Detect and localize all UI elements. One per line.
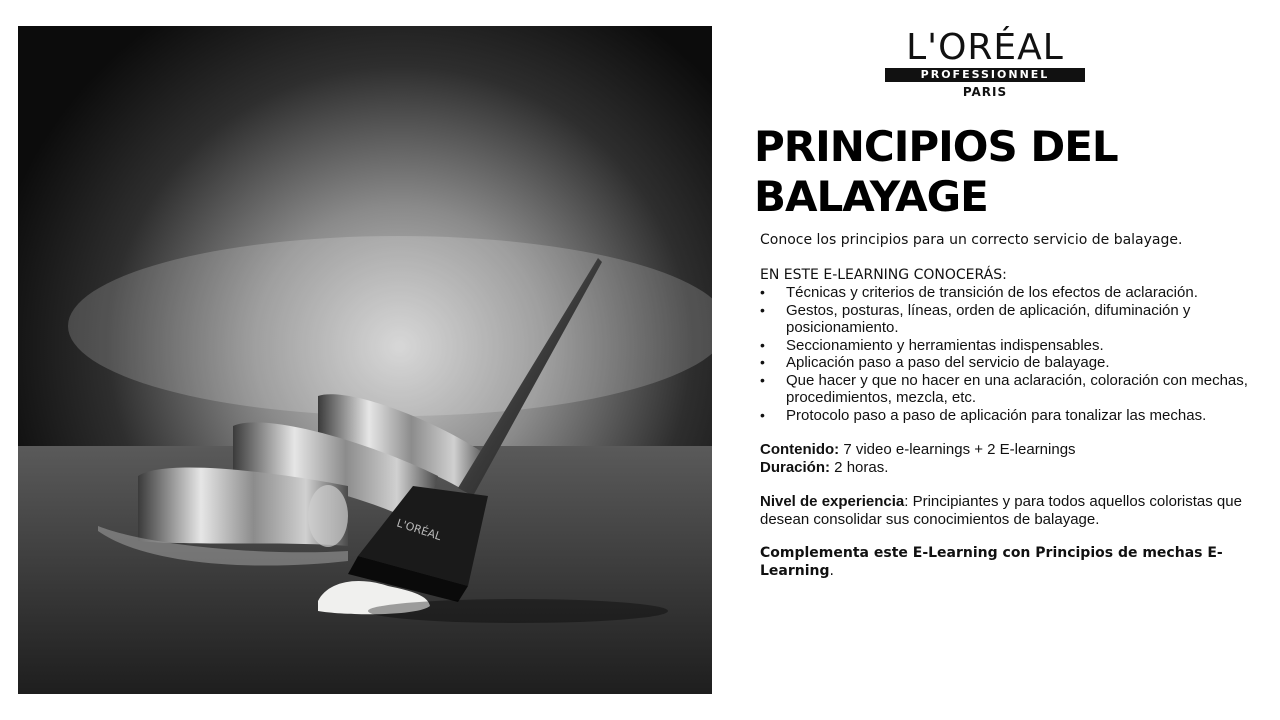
list-item: • Seccionamiento y herramientas indispensables. (760, 337, 1250, 355)
course-description (760, 232, 1250, 580)
tint-brush-and-foils-illustration (18, 26, 712, 694)
title-line-2: BALAYAGE (754, 172, 988, 221)
content-line (760, 441, 1250, 459)
page-title (754, 122, 1234, 222)
content-value: 7 video e-learnings + 2 E-learnings (839, 441, 1076, 458)
logo-city: PARIS (962, 85, 1008, 99)
duration-line (760, 459, 1250, 477)
closing-end: . (829, 562, 834, 579)
closing-line (760, 545, 1250, 580)
list-item: • Que hacer y que no hacer en una aclaración, coloración con mechas, procedimientos, mezcla, etc. (760, 372, 1250, 407)
closing-text: Complementa este E-Learning con Principios de mechas E-Learning (760, 545, 1223, 579)
list-item: • Protocolo paso a paso de aplicación para tonalizar las mechas. (760, 407, 1250, 425)
title-line-1: PRINCIPIOS DEL (754, 122, 1118, 171)
logo-professionnel-bar: PROFESSIONNEL (885, 68, 1085, 82)
loreal-professionnel-logo (872, 28, 1098, 99)
logo-brand: L'ORÉAL (906, 27, 1064, 68)
level-label: Nivel de experiencia (760, 493, 905, 510)
content-label: Contenido: (760, 441, 840, 458)
learn-list (760, 284, 1250, 424)
learn-heading: EN ESTE E-LEARNING CONOCERÁS: (760, 266, 1007, 283)
list-item: • Gestos, posturas, líneas, orden de aplicación, difuminación y posicionamiento. (760, 302, 1250, 337)
level-value: : Principiantes y para todos aquellos coloristas que desean consolidar sus conocimientos de balayage. (760, 493, 1242, 528)
brush-brand-text: L'ORÉAL (395, 516, 443, 544)
duration-value: 2 horas. (830, 458, 889, 476)
duration-label: Duración: (760, 458, 831, 476)
list-item: • Aplicación paso a paso del servicio de balayage. (760, 354, 1250, 372)
list-item: • Técnicas y criterios de transición de los efectos de aclaración. (760, 284, 1250, 302)
intro-text: Conoce los principios para un correcto servicio de balayage. (760, 232, 1183, 248)
hero-image (18, 26, 712, 694)
level-line (760, 493, 1250, 528)
